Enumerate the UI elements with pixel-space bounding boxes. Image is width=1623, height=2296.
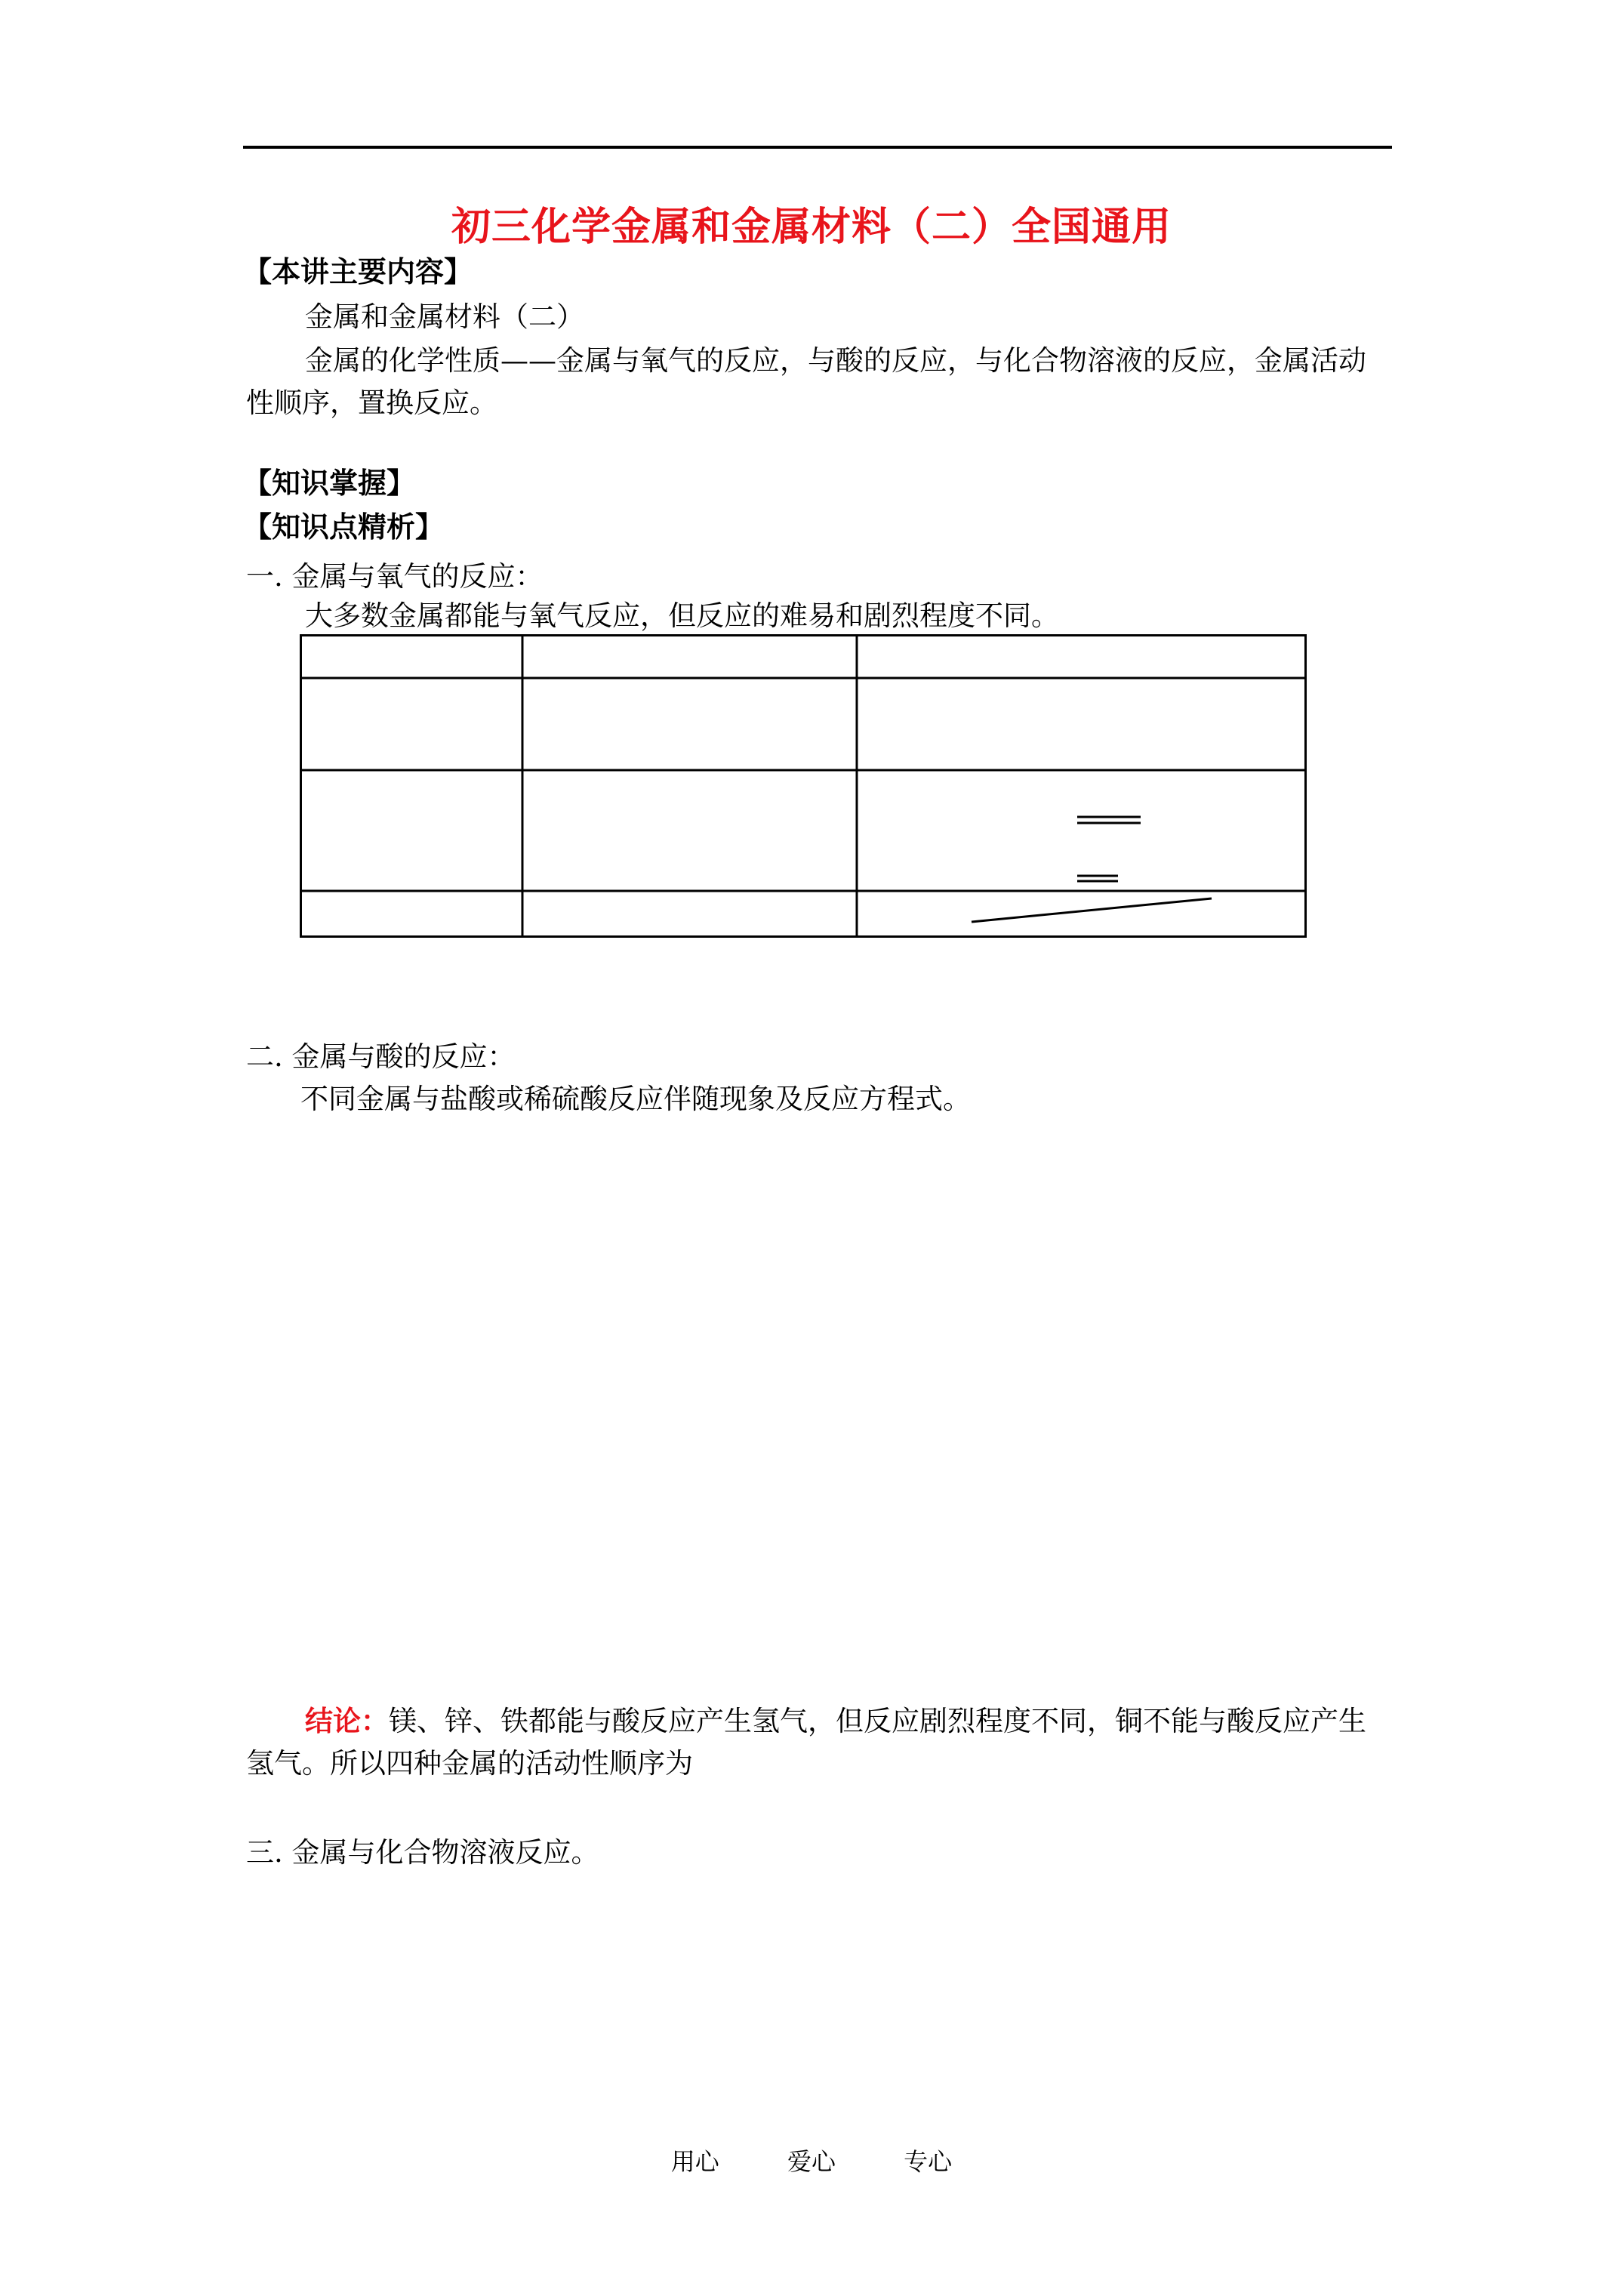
conclusion-label: 结论： [305,1705,389,1737]
footer-item-2: 爱心 [787,2147,836,2176]
table-grid [300,634,1307,938]
footer [0,2143,1623,2177]
footer-item-1: 用心 [670,2147,719,2176]
footer-item-3: 专心 [904,2147,953,2176]
oxygen-reaction-table [300,634,1307,938]
main-line-1: 金属和金属材料（二） [305,300,584,333]
section-points-heading: 【知识点精析】 [243,510,445,544]
header-rule [243,146,1392,149]
section-knowledge-heading: 【知识掌握】 [243,467,416,500]
main-line-2b: 性顺序，置换反应。 [246,387,497,419]
acid-reaction-text: 不同金属与盐酸或稀硫酸反应伴随现象及反应方程式。 [300,1083,971,1115]
main-line-2a: 金属的化学性质——金属与氧气的反应，与酸的反应，与化合物溶液的反应，金属活动 [305,344,1366,377]
slanted-line [972,898,1212,922]
conclusion-line-2: 氢气。所以四种金属的活动性顺序为 [246,1747,693,1780]
heading-acid-reaction: 二. 金属与酸的反应： [246,1040,516,1073]
section-main-heading: 【本讲主要内容】 [243,255,473,288]
oxygen-reaction-text: 大多数金属都能与氧气反应，但反应的难易和剧烈程度不同。 [305,599,1059,632]
page-title: 初三化学金属和金属材料（二）全国通用 [451,205,1172,250]
heading-compound-reaction: 三. 金属与化合物溶液反应。 [246,1836,599,1869]
conclusion-line-1 [305,1702,1366,1741]
heading-oxygen-reaction: 一. 金属与氧气的反应： [246,560,544,593]
conclusion-text-a: 镁、锌、铁都能与酸反应产生氢气，但反应剧烈程度不同，铜不能与酸反应产生 [389,1705,1366,1737]
